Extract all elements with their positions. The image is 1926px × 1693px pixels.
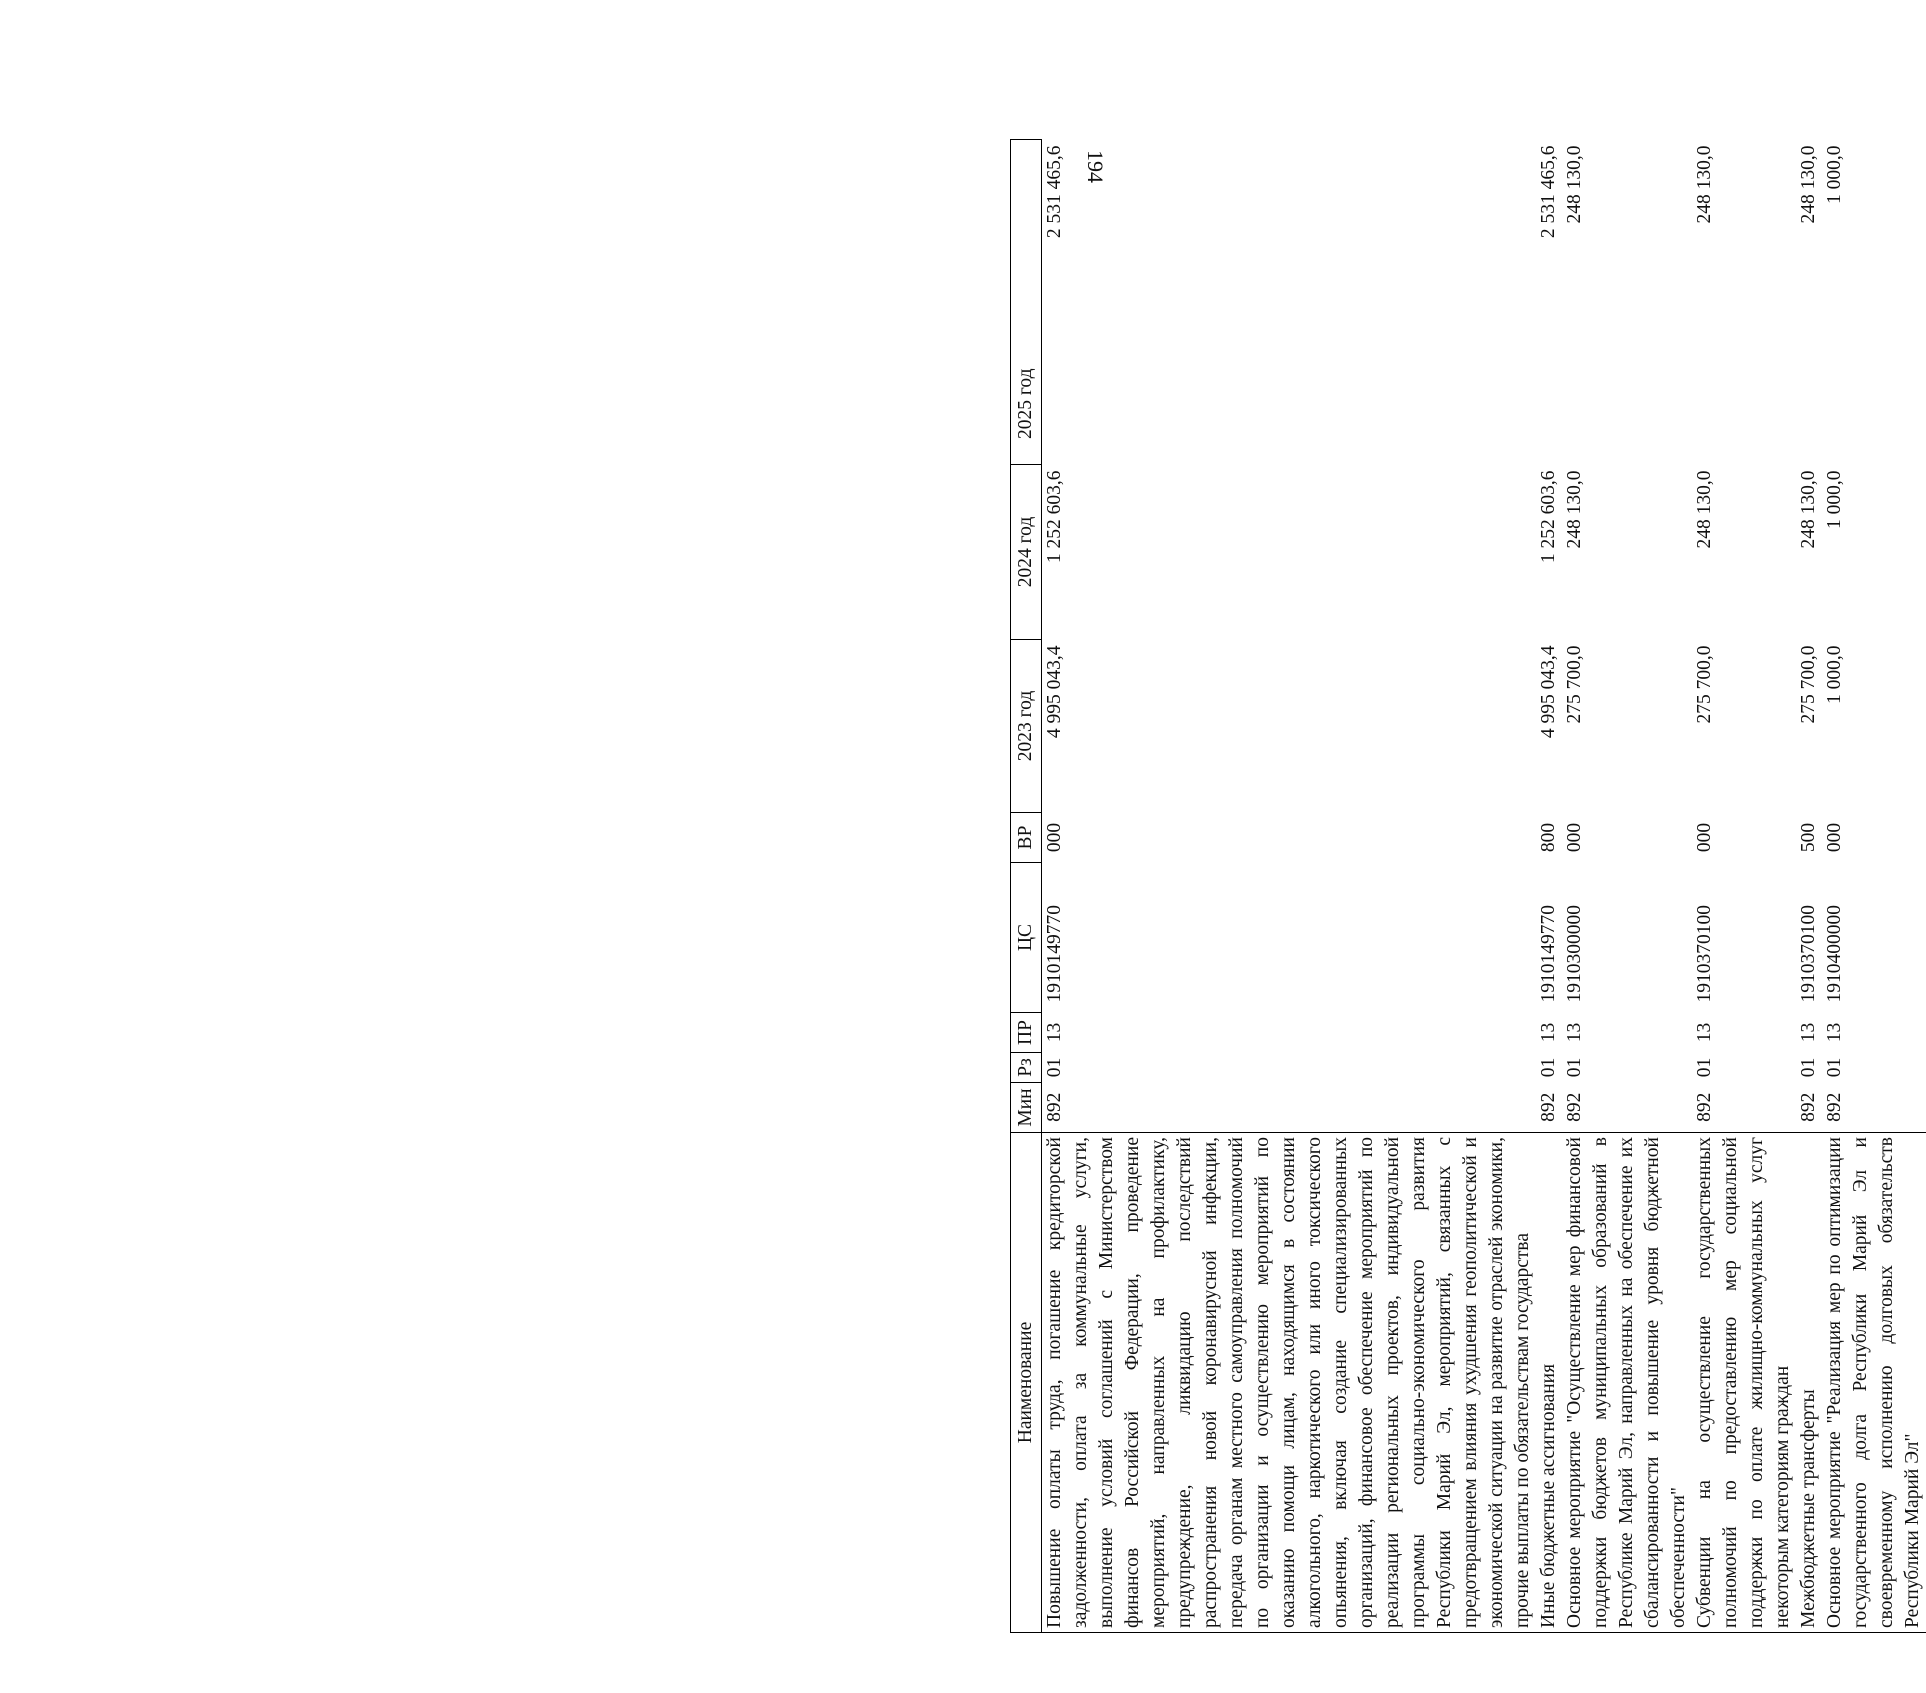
cell-value: 1910370100 <box>1798 905 1819 1003</box>
row-name: Иные бюджетные ассигнования <box>1536 1133 1562 1633</box>
row-name: Основное мероприятие "Осуществление мер финансовой поддержки бюджетов муниципальных образований в Республике Марий Эл, направленных на обеспечение их сбалансированности и повышение уровня бюджетной обеспеченности" <box>1562 1133 1692 1633</box>
row-pr <box>1042 1013 1537 1053</box>
row-cs <box>1822 863 1926 1013</box>
row-rz <box>1562 1053 1692 1083</box>
row-name: Субвенции на осуществление государственных полномочий по предоставлению мер социальной поддержки по оплате жилищно-коммунальных услуг некоторым категориям граждан <box>1692 1133 1796 1633</box>
table-row <box>1822 140 1926 1633</box>
header-cs: ЦС <box>1011 863 1042 1013</box>
header-min: Мин <box>1011 1083 1042 1133</box>
row-vr <box>1692 813 1796 863</box>
row-y2025 <box>1562 140 1692 465</box>
cell-value: 4 995 043,4 <box>1044 645 1065 739</box>
row-rz <box>1692 1053 1796 1083</box>
page-number: 194 <box>1083 150 1108 183</box>
row-y2025 <box>1796 140 1822 465</box>
cell-value: 13 <box>1798 1022 1819 1043</box>
row-pr <box>1692 1013 1796 1053</box>
table-row <box>1562 140 1692 1633</box>
cell-value: 1 000,0 <box>1824 645 1845 704</box>
cell-value: 248 130,0 <box>1798 145 1819 224</box>
cell-value: 01 <box>1824 1057 1845 1078</box>
cell-value: 1 000,0 <box>1824 470 1845 529</box>
cell-value: 248 130,0 <box>1798 470 1819 549</box>
cell-value: 892 <box>1694 1092 1715 1122</box>
cell-value: 275 700,0 <box>1798 645 1819 724</box>
table-header-row <box>1011 140 1042 1633</box>
header-vr: ВР <box>1011 813 1042 863</box>
row-y2025 <box>1822 140 1926 465</box>
cell-value: 13 <box>1564 1022 1585 1043</box>
cell-value: 13 <box>1044 1022 1065 1043</box>
row-y2023 <box>1562 640 1692 813</box>
cell-value: 892 <box>1564 1092 1585 1122</box>
row-cs <box>1562 863 1692 1013</box>
row-cs <box>1692 863 1796 1013</box>
row-y2024 <box>1796 465 1822 640</box>
cell-value: 1 252 603,6 <box>1538 470 1559 564</box>
rotated-page-content <box>1010 140 1923 1633</box>
table-row <box>1692 140 1796 1633</box>
cell-value: 01 <box>1694 1057 1715 1078</box>
table-body <box>1042 140 1926 1633</box>
cell-value: 248 130,0 <box>1694 470 1715 549</box>
row-vr <box>1562 813 1692 863</box>
row-pr <box>1562 1013 1692 1053</box>
row-pr <box>1822 1013 1926 1053</box>
row-min <box>1536 1083 1562 1133</box>
cell-value: 1910400000 <box>1824 905 1845 1003</box>
cell-value: 01 <box>1044 1057 1065 1078</box>
row-y2025 <box>1692 140 1796 465</box>
row-name: Основное мероприятие "Реализация мер по оптимизации государственного долга Республики Марий Эл и своевременному исполнению долговых обязательств Республики Марий Эл" <box>1822 1133 1926 1633</box>
cell-value: 1910149770 <box>1044 905 1065 1003</box>
cell-value: 275 700,0 <box>1694 645 1715 724</box>
header-pr: ПР <box>1011 1013 1042 1053</box>
cell-value: 1 252 603,6 <box>1044 470 1065 564</box>
row-rz <box>1822 1053 1926 1083</box>
cell-value: 000 <box>1564 822 1585 853</box>
cell-value: 000 <box>1694 822 1715 853</box>
cell-value: 01 <box>1538 1057 1559 1078</box>
cell-value: 1910300000 <box>1564 905 1585 1003</box>
row-min <box>1796 1083 1822 1133</box>
row-y2024 <box>1562 465 1692 640</box>
cell-value: 248 130,0 <box>1694 145 1715 224</box>
cell-value: 000 <box>1824 822 1845 853</box>
cell-value: 1910149770 <box>1538 905 1559 1003</box>
cell-value: 275 700,0 <box>1564 645 1585 724</box>
row-y2025 <box>1536 140 1562 465</box>
cell-value: 800 <box>1538 822 1559 853</box>
row-y2023 <box>1042 640 1537 813</box>
cell-value: 13 <box>1694 1022 1715 1043</box>
cell-value: 13 <box>1538 1022 1559 1043</box>
cell-value: 01 <box>1798 1057 1819 1078</box>
cell-value: 892 <box>1538 1092 1559 1122</box>
row-rz <box>1042 1053 1537 1083</box>
row-min <box>1822 1083 1926 1133</box>
header-rz: Рз <box>1011 1053 1042 1083</box>
table-row <box>1042 140 1537 1633</box>
table-row <box>1796 140 1822 1633</box>
cell-value: 4 995 043,4 <box>1538 645 1559 739</box>
cell-value: 1 000,0 <box>1824 145 1845 204</box>
cell-value: 000 <box>1044 822 1065 853</box>
cell-value: 2 531 465,6 <box>1044 145 1065 239</box>
row-rz <box>1536 1053 1562 1083</box>
cell-value: 13 <box>1824 1022 1845 1043</box>
cell-value: 01 <box>1564 1057 1585 1078</box>
row-vr <box>1042 813 1537 863</box>
row-vr <box>1796 813 1822 863</box>
row-y2023 <box>1796 640 1822 813</box>
cell-value: 892 <box>1798 1092 1819 1122</box>
header-2025: 2025 год <box>1011 140 1042 465</box>
row-name: Повышение оплаты труда, погашение кредиторской задолженности, оплата за коммунальные услуги, выполнение условий соглашений с Министерством финансов Российской Федерации, проведение мероприятий, направленных на профилактику, предупреждение, ликвидацию последствий распространения новой коронавирусной инфекции, передача органам местного самоуправления полномочий по организации и осуществлению мероприятий по оказанию помощи лицам, находящимся в состоянии алкогольного, наркотического или иного токсического опьянения, включая создание специализированных организаций, финансовое обеспечение мероприятий по реализации региональных проектов, индивидуальной программы социально-экономического развития Республики Марий Эл, мероприятий, связанных с предотвращением влияния ухудшения геополитической и экономической ситуации на развитие отраслей экономики, прочие выплаты по обязательствам государства <box>1042 1133 1537 1633</box>
cell-value: 892 <box>1824 1092 1845 1122</box>
row-cs <box>1536 863 1562 1013</box>
row-y2024 <box>1822 465 1926 640</box>
header-name: Наименование <box>1011 1133 1042 1633</box>
header-2024: 2024 год <box>1011 465 1042 640</box>
budget-table <box>1010 139 1926 1633</box>
row-min <box>1562 1083 1692 1133</box>
row-pr <box>1536 1013 1562 1053</box>
row-vr <box>1536 813 1562 863</box>
row-name: Межбюджетные трансферты <box>1796 1133 1822 1633</box>
row-cs <box>1796 863 1822 1013</box>
cell-value: 248 130,0 <box>1564 145 1585 224</box>
cell-value: 500 <box>1798 822 1819 853</box>
row-y2023 <box>1536 640 1562 813</box>
cell-value: 892 <box>1044 1092 1065 1122</box>
row-min <box>1692 1083 1796 1133</box>
table-row <box>1536 140 1562 1633</box>
row-y2024 <box>1042 465 1537 640</box>
row-rz <box>1796 1053 1822 1083</box>
row-cs <box>1042 863 1537 1013</box>
row-pr <box>1796 1013 1822 1053</box>
row-y2023 <box>1692 640 1796 813</box>
row-y2024 <box>1692 465 1796 640</box>
cell-value: 248 130,0 <box>1564 470 1585 549</box>
cell-value: 2 531 465,6 <box>1538 145 1559 239</box>
row-y2023 <box>1822 640 1926 813</box>
row-vr <box>1822 813 1926 863</box>
row-min <box>1042 1083 1537 1133</box>
cell-value: 1910370100 <box>1694 905 1715 1003</box>
header-2023: 2023 год <box>1011 640 1042 813</box>
row-y2025 <box>1042 140 1537 465</box>
row-y2024 <box>1536 465 1562 640</box>
